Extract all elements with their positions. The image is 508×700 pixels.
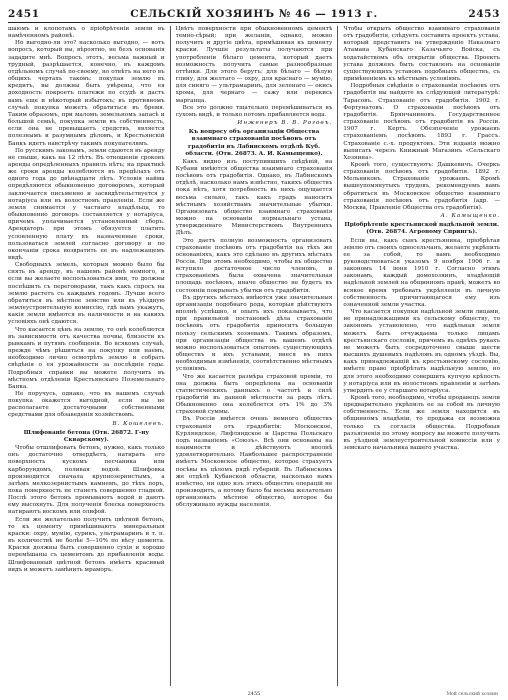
columns xyxy=(8,26,500,686)
article-signature: А. Камыщенко. xyxy=(440,213,501,220)
paragraph: Въ Россіи имѣется очень немного обществъ страхованія отъ градобитія: Московское, Курляндское, Лифляндское и Царства Польскаго подъ названіемъ «Союзъ». Всѣ они основаны на взаимности и дѣйствуютъ вполнѣ удовлетворительно. Наибольшее распространеніе имѣетъ Московское общество, которое страхуетъ посѣвы въ цѣломъ рядѣ губерній. Въ Лабинскомъ же отдѣлѣ Кубанской области, насколько намъ извѣстно, ни одно изъ этихъ обществъ операцій не производитъ, а потому было бы весьма желательно организовать мѣстное общество, которое бы обслуживало нужды населенія. xyxy=(175,416,333,509)
article-title: Пріобрѣтеніе крестьянской надѣльной земли. (Отв. 26874. Агроному Спрингъ). xyxy=(344,222,500,236)
paragraph: Кромѣ того, необходимо, чтобы продавецъ земли предварительно укрѣпилъ ее за собой въ личную собственность. Если же земля находится въ общинномъ владѣніи, то продажа ея возможна только съ согласія общества. Подробныя разъясненія по этому вопросу вы можете получить въ уѣздной землеустроительной комиссіи или у земскаго начальника вашего участка. xyxy=(343,394,501,452)
header-rule xyxy=(8,22,500,23)
paragraph: Свободныхъ земель, которыя можно было бы снять въ аренду, въ нашемъ районѣ немного, и если вы желаете воспользоваться ими, то должны поспѣшить съ переговорами, такъ какъ спросъ на землю растетъ съ каждымъ годомъ. Лучше всего обратиться въ мѣстное земство или въ уѣздную землеустроительную комиссію, гдѣ вамъ укажутъ, какія земли имѣются въ наличности и на какихъ условіяхъ онѣ сдаются. xyxy=(8,262,165,326)
paragraph: Но выгодно-ли это? насколько выгодно, — вотъ вопросъ, который вы, вѣроятно, не безъ основанія зададите мнѣ. Вопросъ этотъ, весьма важный и трудный, разрѣшается, конечно, въ каждомъ отдѣльномъ случаѣ по-своему, но отвѣтъ на него въ общихъ чертахъ таковъ: покупая землю въ кредитъ, вы должны быть увѣрены, что ея доходность покроетъ платежи по ссудѣ и дастъ вамъ еще и нѣкоторый избытокъ; въ противномъ случаѣ покупка можетъ обратиться въ бремя. Таким образомъ, при маломъ земельномъ запасѣ и большой семьѣ, покупка земли въ собственность, если она не превышаетъ средствъ, является полезнымъ и разумнымъ дѣломъ, и Крестьянскій Банкъ идетъ навстрѣчу такимъ покупателямъ. xyxy=(8,40,165,147)
paragraph: Что касается цѣнъ на землю, то онѣ колеблются въ зависимости отъ качества почвы, близости къ рынкамъ и путямъ сообщенія. Во всякомъ случаѣ, прежде чѣмъ рѣшиться на покупку или наемъ, необходимо лично осмотрѣть землю и собрать свѣдѣнія о ея урожайности за послѣдніе годы. Подробныя справки вы можете получить въ мѣстномъ отдѣленіи Крестьянскаго Поземельнаго Банка. xyxy=(8,326,165,390)
paragraph: Что касается покупки надѣльной земли лицами, не принадлежащими къ сельскому обществу, то закономъ установлено, что надѣльная земля можетъ быть отчуждаема только лицамъ крестьянскаго сословія, причемъ въ однѣхъ рукахъ не можетъ быть сосредоточено свыше шести высшихъ душевыхъ надѣловъ въ одномъ уѣздѣ. Вы, какъ принадлежащій къ крестьянскому сословію, имѣете право пріобрѣтать надѣльную землю, но для этого необходимо совершить купчую крѣпость у нотаріуса или въ волостномъ правленіи и затѣмъ утвердить ее у старшаго нотаріуса. xyxy=(343,309,501,394)
paragraph: Что же касается размѣра страховой преміи, то она должна быть опредѣлена на основаніи статистическихъ данныхъ о частотѣ и силѣ градобитій въ данной мѣстности за рядъ лѣтъ. Обыкновенно она колеблется отъ 1% до 3% страховой суммы. xyxy=(175,373,333,416)
paragraph: Чтобы отшлифовать бетонъ, нужно, какъ только онъ достаточно отвердѣетъ, натирать его поверхность кускомъ песчаника или карборундомъ, поливая водой. Шлифовка производится сначала крупнозернистымъ, а затѣмъ мелкозернистымъ камнемъ, до тѣхъ поръ, пока поверхность не станетъ совершенно гладкой. Послѣ этого бетонъ промываютъ водой и даютъ ему высохнуть. Для полученія блеска поверхность натираютъ воскомъ или олифой. xyxy=(8,445,165,516)
column-divider xyxy=(170,26,171,686)
paragraph: Цвѣтъ поверхности при обыкновенномъ цементѣ темно-сѣрый; при желаніи, однако, можно получить и другіе цвѣта, примѣшивая къ цементу краски. Лучшіе результаты получаются при употребленіи бѣлаго цемента, который даетъ возможность получить самые разнообразные оттѣнки. Для этого берутъ: для бѣлаго — бѣлую глину, для желтаго — охру, для краснаго — мумію, для синяго — ультрамаринъ, для зеленаго — окись хрома, для чернаго — сажу или перекись марганца. xyxy=(175,26,333,104)
page-header xyxy=(8,6,500,20)
watermark-stamp: Мой сельский хозяин xyxy=(446,692,498,697)
paragraph: Кромѣ того, существуютъ: Дашкевичъ. Очеркъ страхованія посѣвовъ отъ градобитія. 1892 г. Мельниковъ. Страхованіе урожаевъ. Кромѣ вышеупомянутыхъ трудовъ, рекомендуемъ вамъ обратиться въ Московское общество взаимнаго страхованія посѣвовъ отъ градобитія (адр. — Москва, Правленіе Общества отъ градобитія). xyxy=(343,161,501,211)
paragraph: Если вы, какъ сынъ крестьянина, пріобрѣтая землю отъ своихъ односельчанъ, желаете укрѣпить ее за собой, то вамъ необходимо руководствоваться указомъ 9 ноября 1906 г. и закономъ 14 іюня 1910 г. Согласно этимъ законамъ, каждый домохозяинъ, владѣющій надѣльной землей на общинномъ правѣ, можетъ во всякое время требовать укрѣпленія въ личную собственность причитающагося ему изъ означенной земли участка. xyxy=(343,237,501,308)
article-signature: Инженеръ В. В. Роговъ. xyxy=(237,120,333,127)
page-number-right: 2453 xyxy=(468,8,500,20)
article-title: Къ вопросу объ организаціи Общества взаимнаго страхованія посѣвовъ отъ градобитія въ Лабинскомъ отдѣлѣ Куб. области. (Отв. 26873. А. И. Камыщенко). xyxy=(185,129,323,157)
column-1 xyxy=(8,26,165,686)
column-2 xyxy=(176,26,333,686)
page-number-left: 2451 xyxy=(8,8,40,20)
paragraph: По русскимъ законамъ, земли сдаются въ аренду не свыше, какъ на 12 лѣтъ. Въ отношеніи сроковъ аренды опредѣленныхъ правилъ нѣтъ; на практикѣ же сроки аренды колеблются въ предѣлахъ отъ одного года до двѣнадцати лѣтъ. Условія найма опредѣляются обыкновенно договоромъ, который заключается письменно и засвидѣтельствуется у нотаріуса или въ волостномъ правленіи. Если же земля снимается у частнаго владѣльца, то обыкновенно договоръ составляется у нотаріуса, причемъ уплачивается установленный сборъ. Арендаторъ при этомъ обязуется платить условленную плату въ назначенные сроки, пользоваться землей согласно договору и по окончаніи срока возвратить ее въ надлежащемъ видѣ. xyxy=(8,147,165,261)
paragraph: Если же желательно получить цвѣтной бетонъ, то къ цементу примѣшиваютъ минеральныя краски: охру, мумію, сурикъ, ультрамаринъ и т. п. въ количествѣ не болѣе 5—10% по вѣсу цемента. Краски должны быть совершенно сухія и хорошо перемѣшаны съ цементомъ до прибавленія воды. Шлифованный цвѣтной бетонъ имѣетъ красивый видъ и можетъ замѣнить мраморъ. xyxy=(8,516,165,573)
article-title: Шлифованіе бетона (Отв. 26872. Г-ну Скварскому). xyxy=(23,429,150,443)
paragraph: шаюмъ и клопотамъ о пріобрѣтеніи земли въ намѣченномъ районѣ. xyxy=(8,26,165,40)
paragraph: Подробныя свѣдѣнія о страхованіи посѣвовъ отъ градобитія вы найдете въ слѣдующей литературѣ: Тарасовъ. Страхованіе отъ градобитія. 1902 г. Фортунатовъ. О страхованіи посѣвовъ отъ градобитія. Брянчаниновъ. Государственное страхованіе посѣвовъ отъ градобитія въ Россіи. 1907 г. Кертъ. Обезпеченіе урожаевъ страхованіемъ посѣвовъ. 1893 г. Грассъ. Страхованіе с.-х. продуктовъ. Эти изданія можно выписать черезъ Книжный Магазинъ «Сельскаго Хозяина». xyxy=(343,83,501,161)
article-signature: В. Кошелевъ. xyxy=(112,420,165,427)
footer-page-number: 2455 xyxy=(247,691,261,697)
paragraph: Это даетъ полную возможность организовать страхованіе посѣвовъ отъ градобитія на тѣхъ же основаніяхъ, какъ это сдѣлано въ другихъ мѣстахъ Россіи. При этомъ необходимо, чтобы въ общество вступило достаточное число членовъ, и страхованіемъ была охвачена значительная площадь посѣвовъ, иначе общество не будетъ въ состояніи покрывать убытки отъ градобитія. xyxy=(175,237,333,294)
paragraph: Все это должно тщательно перемѣшиваться въ сухомъ видѣ, и только потомъ прибавляется вода. xyxy=(175,104,333,118)
paragraph: Не поручусь, однако, что въ вашемъ случаѣ покупка окажется выгодной, если вы не располагаете достаточными собственными средствами для обзаведенія хозяйствомъ. xyxy=(8,390,165,419)
paragraph: Чтобы открыть общество взаимнаго страхованія отъ градобитія, слѣдуетъ составить проектъ устава, который представить на утвержденіе Наказнаго Атамана Кубанскаго Казачьяго Войска, съ ходатайствомъ объ открытіи общества. Проектъ устава долженъ быть составленъ на основаніи существующихъ уставовъ подобныхъ обществъ, съ примѣненіемъ къ мѣстнымъ условіямъ. xyxy=(343,26,501,83)
column-3 xyxy=(343,26,500,686)
paragraph: Въ другихъ мѣстахъ имѣются уже значительныя организаціи подобнаго рода, которыя дѣйствуютъ вполнѣ успѣшно, и опытъ ихъ показываетъ, что при правильной постановкѣ дѣла страхованіе посѣвовъ отъ градобитія приноситъ большую пользу сельскимъ хозяевамъ. Такимъ образомъ, при организаціи общества въ вашемъ отдѣлѣ можно воспользоваться опытомъ существующихъ обществъ и ихъ уставами, внеся въ нихъ необходимыя измѣненія, соотвѣтственно мѣстнымъ условіямъ. xyxy=(175,294,333,373)
paragraph: Какъ видно изъ поступившихъ свѣдѣній, на Кубани имѣются общества взаимнаго страхованія посѣвовъ отъ градобитія. Однако, въ Лабинскомъ отдѣлѣ, насколько намъ извѣстно, такихъ обществъ пока нѣтъ, хотя потребность въ нихъ ощущается весьма сильно, такъ какъ градъ наноситъ мѣстнымъ хозяйствамъ значительные убытки. Организовать общество взаимнаго страхованія можно на основаніи нормальнаго устава, утвержденнаго Министерствомъ Внутреннихъ Дѣлъ. xyxy=(175,158,333,237)
column-divider xyxy=(337,26,338,686)
page-title: СЕЛЬСКІЙ ХОЗЯИНЪ № 46 — 1913 г. xyxy=(130,8,378,20)
